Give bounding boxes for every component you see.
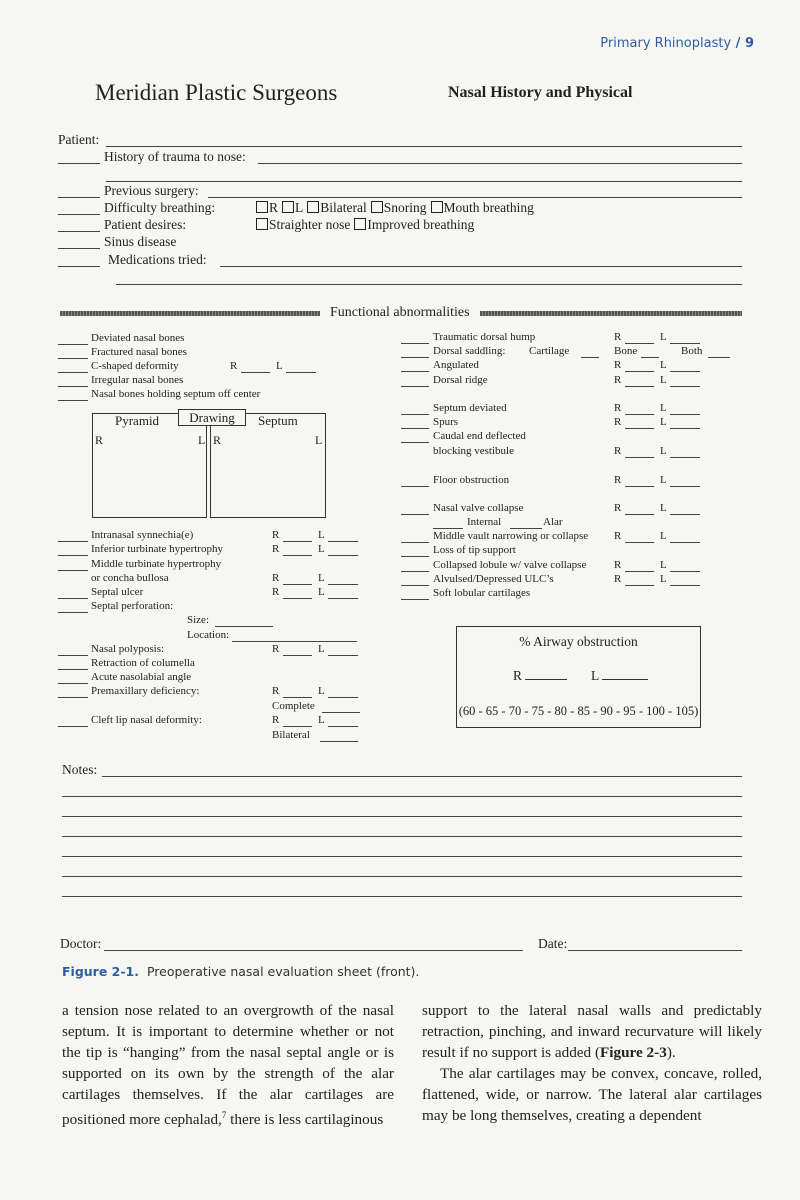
entry-blank[interactable] — [322, 712, 360, 713]
item-label: Nasal polyposis: — [91, 643, 165, 655]
entry-blank[interactable] — [283, 697, 312, 698]
checkbox-icon[interactable] — [431, 201, 443, 213]
l-label: L — [318, 685, 325, 697]
r-label: R — [614, 416, 622, 428]
l-label: L — [660, 559, 667, 571]
caption-label: Figure 2-1. — [62, 964, 139, 979]
entry-blank[interactable] — [401, 556, 429, 557]
entry-blank[interactable] — [625, 428, 654, 429]
l-label: L — [660, 530, 667, 542]
body-column-left — [62, 1000, 394, 1130]
entry-blank[interactable] — [58, 697, 88, 698]
item-label: Intranasal synnechia(e) — [91, 529, 194, 541]
entry-blank[interactable] — [401, 428, 429, 429]
surgery-label: Previous surgery: — [104, 183, 199, 198]
checkbox-icon[interactable] — [371, 201, 383, 213]
medications-line[interactable] — [220, 266, 742, 267]
pyramid-l: L — [198, 433, 206, 447]
medications-blank[interactable] — [58, 266, 100, 267]
page-number: 9 — [744, 36, 754, 51]
entry-blank[interactable] — [58, 612, 88, 613]
r-label: R — [614, 559, 622, 571]
r-label: R — [272, 685, 280, 697]
entry-blank[interactable] — [286, 372, 316, 373]
r-label: R — [272, 586, 280, 598]
item-label: Septal ulcer — [91, 586, 144, 598]
checkbox-label: Straighter nose — [269, 217, 351, 232]
both-label: Both — [681, 345, 703, 357]
notes-line[interactable] — [62, 836, 742, 837]
item-label: Floor obstruction — [433, 474, 510, 486]
doctor-label: Doctor: — [60, 936, 102, 951]
entry-blank[interactable] — [625, 457, 654, 458]
r-label: R — [614, 402, 622, 414]
entry-blank[interactable] — [670, 414, 700, 415]
running-head-sep: / — [731, 36, 745, 51]
trauma-line-2[interactable] — [106, 181, 742, 182]
patient-label: Patient: — [58, 132, 100, 147]
item-label: Soft lobular cartilages — [433, 587, 531, 599]
sinus-label: Sinus disease — [104, 234, 177, 249]
l-label: L — [318, 643, 325, 655]
figure-caption — [62, 964, 419, 979]
checkbox-label: Improved breathing — [367, 217, 475, 232]
item-label: Irregular nasal bones — [91, 374, 184, 386]
notes-line[interactable] — [102, 776, 742, 777]
checkbox-label: Bilateral — [320, 200, 367, 215]
airway-l-label: L — [591, 668, 599, 683]
checkbox-option[interactable] — [307, 200, 366, 215]
airway-title: % Airway obstruction — [519, 634, 638, 649]
airway-obstruction-box — [456, 626, 701, 728]
notes-line[interactable] — [62, 816, 742, 817]
r-label: R — [272, 543, 280, 555]
l-label: L — [318, 714, 325, 726]
checkbox-icon[interactable] — [256, 218, 268, 230]
entry-blank[interactable] — [625, 571, 654, 572]
airway-l[interactable] — [591, 668, 648, 684]
item-label: Dorsal saddling: — [433, 345, 506, 357]
difficulty-blank[interactable] — [58, 214, 100, 215]
item-label: Middle turbinate hypertrophy — [91, 558, 222, 570]
checkbox-label: Snoring — [383, 200, 427, 215]
surgery-blank[interactable] — [58, 197, 100, 198]
item-label: Acute nasolabial angle — [91, 671, 192, 683]
entry-blank[interactable] — [401, 386, 429, 387]
item-label: Deviated nasal bones — [91, 332, 185, 344]
item-label: Caudal end deflected — [433, 430, 526, 442]
caption-text: Preoperative nasal evaluation sheet (front). — [146, 964, 420, 979]
entry-blank[interactable] — [328, 697, 358, 698]
entry-blank[interactable] — [625, 414, 654, 415]
item-label: or concha bullosa — [91, 572, 169, 584]
r-label: R — [614, 474, 622, 486]
entry-blank[interactable] — [283, 655, 312, 656]
r-label: R — [272, 643, 280, 655]
entry-blank[interactable] — [625, 386, 654, 387]
entry-blank[interactable] — [670, 486, 700, 487]
checkbox-option[interactable] — [371, 200, 427, 215]
entry-blank[interactable] — [670, 343, 700, 344]
section-title: Functional abnormalities — [330, 305, 470, 320]
entry-blank[interactable] — [232, 641, 357, 642]
difficulty-label: Difficulty breathing: — [104, 200, 216, 215]
checkbox-icon[interactable] — [307, 201, 319, 213]
entry-blank[interactable] — [58, 570, 88, 571]
entry-blank[interactable] — [401, 571, 429, 572]
item-label: blocking vestibule — [433, 445, 514, 457]
entry-blank[interactable] — [625, 585, 654, 586]
septum-l: L — [315, 433, 323, 447]
notes-line[interactable] — [62, 856, 742, 857]
entry-blank[interactable] — [670, 428, 700, 429]
body-text: there is less cartilaginous — [226, 1111, 384, 1129]
item-label: Retraction of columella — [91, 657, 195, 669]
entry-blank[interactable] — [241, 372, 270, 373]
item-label: Loss of tip support — [433, 544, 516, 556]
septal-perforation-size: Size: — [187, 614, 209, 626]
entry-blank[interactable] — [58, 386, 88, 387]
item-label: Septal perforation: — [91, 600, 174, 612]
entry-blank[interactable] — [283, 598, 312, 599]
airway-r[interactable] — [513, 668, 567, 684]
trauma-blank[interactable] — [58, 163, 100, 164]
difficulty-options — [256, 200, 538, 216]
running-head-title: Primary Rhinoplasty — [600, 36, 732, 51]
trauma-line[interactable] — [258, 163, 742, 164]
entry-blank[interactable] — [401, 414, 429, 415]
r-label: R — [614, 374, 622, 386]
medications-label: Medications tried: — [108, 252, 207, 267]
entry-blank[interactable] — [433, 528, 463, 529]
l-label: L — [318, 586, 325, 598]
checkbox-option[interactable] — [354, 217, 474, 232]
entry-blank[interactable] — [625, 343, 654, 344]
notes-label: Notes: — [62, 762, 98, 777]
date-label: Date: — [538, 936, 568, 951]
item-label: Nasal bones holding septum off center — [91, 388, 261, 400]
l-label: L — [660, 331, 667, 343]
checkbox-option[interactable] — [256, 200, 278, 215]
body-text: The alar cartilages may be convex, concave, rolled, flattened, wide, or narrow. The lateral alar cartilages may be long themselves, creating a dependent — [422, 1065, 762, 1124]
form-title: Nasal History and Physical — [448, 84, 633, 101]
medications-line-2[interactable] — [116, 284, 742, 285]
l-label: L — [660, 402, 667, 414]
entry-blank[interactable] — [283, 584, 312, 585]
entry-blank[interactable] — [401, 599, 429, 600]
entry-blank[interactable] — [401, 357, 429, 358]
checkbox-option[interactable] — [256, 217, 350, 232]
bone-label: Bone — [614, 345, 638, 357]
entry-blank[interactable] — [58, 344, 88, 345]
entry-blank[interactable] — [328, 584, 358, 585]
notes-line[interactable] — [62, 896, 742, 897]
item-label: Fractured nasal bones — [91, 346, 187, 358]
entry-blank[interactable] — [58, 372, 88, 373]
l-label: L — [660, 445, 667, 457]
l-label: L — [660, 374, 667, 386]
entry-blank[interactable] — [641, 357, 659, 358]
l-label: L — [318, 572, 325, 584]
entry-blank[interactable] — [670, 571, 700, 572]
trauma-label: History of trauma to nose: — [104, 149, 246, 164]
item-label: Septum deviated — [433, 402, 507, 414]
item-label: Collapsed lobule w/ valve collapse — [433, 559, 587, 571]
entry-blank[interactable] — [58, 358, 88, 359]
entry-blank[interactable] — [283, 726, 312, 727]
entry-blank[interactable] — [320, 741, 358, 742]
item-extra-label: Complete — [272, 700, 315, 712]
entry-blank[interactable] — [670, 457, 700, 458]
item-label: Traumatic dorsal hump — [433, 331, 536, 343]
desires-blank[interactable] — [58, 231, 100, 232]
pyramid-label: Pyramid — [115, 413, 160, 428]
entry-blank[interactable] — [58, 541, 88, 542]
checkbox-icon[interactable] — [256, 201, 268, 213]
entry-blank[interactable] — [58, 400, 88, 401]
figure-reference[interactable]: Figure 2-3 — [600, 1044, 667, 1061]
entry-blank[interactable] — [625, 514, 654, 515]
doctor-line[interactable] — [104, 950, 523, 951]
item-label: C-shaped deformity — [91, 360, 179, 372]
entry-blank[interactable] — [401, 442, 429, 443]
body-column-right — [422, 1000, 762, 1126]
item-label: Nasal valve collapse — [433, 502, 524, 514]
surgery-line[interactable] — [208, 197, 742, 198]
entry-blank[interactable] — [328, 655, 358, 656]
entry-blank[interactable] — [708, 357, 730, 358]
section-divider-left — [60, 311, 320, 316]
notes-line[interactable] — [62, 876, 742, 877]
entry-blank[interactable] — [58, 655, 88, 656]
body-text: ). — [666, 1044, 676, 1061]
l-label: L — [318, 529, 325, 541]
item-label: Spurs — [433, 416, 459, 428]
internal-label: Internal — [467, 516, 502, 528]
item-label: Premaxillary deficiency: — [91, 685, 200, 697]
r-label: R — [614, 359, 622, 371]
entry-blank[interactable] — [670, 542, 700, 543]
checkbox-icon[interactable] — [354, 218, 366, 230]
entry-blank[interactable] — [401, 542, 429, 543]
checkbox-icon[interactable] — [282, 201, 294, 213]
entry-blank[interactable] — [670, 371, 700, 372]
item-label: Cleft lip nasal deformity: — [91, 714, 202, 726]
date-line[interactable] — [568, 950, 742, 951]
l-label: L — [660, 416, 667, 428]
drawing-label: Drawing — [178, 409, 246, 426]
airway-r-label: R — [513, 668, 523, 683]
checkbox-label: R — [269, 200, 279, 215]
entry-blank[interactable] — [401, 514, 429, 515]
checkbox-option[interactable] — [431, 200, 534, 215]
entry-blank[interactable] — [328, 726, 358, 727]
pyramid-r: R — [95, 433, 104, 447]
r-label: R — [272, 714, 280, 726]
checkbox-option[interactable] — [282, 200, 303, 215]
practice-name: Meridian Plastic Surgeons — [95, 80, 338, 105]
patient-line[interactable] — [106, 146, 742, 147]
item-label: Middle vault narrowing or collapse — [433, 530, 589, 542]
l-label: L — [318, 543, 325, 555]
entry-blank[interactable] — [58, 683, 88, 684]
item-extra-label: Bilateral — [272, 729, 310, 741]
r-label: R — [614, 530, 622, 542]
item-label: Alvulsed/Depressed ULC’s — [433, 573, 554, 585]
septum-r: R — [213, 433, 222, 447]
r-label: R — [614, 573, 622, 585]
entry-blank[interactable] — [58, 598, 88, 599]
entry-blank[interactable] — [670, 585, 700, 586]
r-label: R — [272, 572, 280, 584]
reference-superscript[interactable]: 7 — [221, 1110, 227, 1120]
desires-label: Patient desires: — [104, 217, 187, 232]
entry-blank[interactable] — [328, 555, 358, 556]
notes-line[interactable] — [62, 796, 742, 797]
entry-blank[interactable] — [401, 486, 429, 487]
entry-blank[interactable] — [581, 357, 599, 358]
entry-blank[interactable] — [215, 626, 273, 627]
section-divider-right — [480, 311, 742, 316]
body-text: a tension nose related to an overgrowth of the nasal septum. It is important to determine whether or not the tip is “hanging” from the nasal septal angle or is supported on its own by the strength of the alar cartilages themselves. If the alar cartilages are positioned more cephalad, — [62, 1002, 394, 1129]
l-label: L — [660, 474, 667, 486]
entry-blank[interactable] — [401, 585, 429, 586]
entry-blank[interactable] — [670, 386, 700, 387]
entry-blank[interactable] — [58, 726, 88, 727]
septal-perforation-location: Location: — [187, 629, 230, 641]
airway-scale: (60 - 65 - 70 - 75 - 80 - 85 - 90 - 95 - 100 - 105) — [458, 704, 699, 718]
entry-blank[interactable] — [283, 541, 312, 542]
desire-options — [256, 217, 478, 233]
l-label: L — [660, 502, 667, 514]
l-label: L — [276, 360, 283, 372]
entry-blank[interactable] — [401, 343, 429, 344]
checkbox-label: L — [295, 200, 304, 215]
entry-blank[interactable] — [670, 514, 700, 515]
checkbox-label: Mouth breathing — [443, 200, 534, 215]
r-label: R — [272, 529, 280, 541]
r-label: R — [614, 502, 622, 514]
entry-blank[interactable] — [625, 542, 654, 543]
entry-blank[interactable] — [625, 371, 654, 372]
item-label: Dorsal ridge — [433, 374, 488, 386]
sinus-blank[interactable] — [58, 248, 100, 249]
entry-blank[interactable] — [510, 528, 542, 529]
alar-label: Alar — [543, 516, 563, 528]
item-label: Inferior turbinate hypertrophy — [91, 543, 223, 555]
entry-blank[interactable] — [328, 598, 358, 599]
r-label: R — [614, 445, 622, 457]
body-text: support to the lateral nasal walls and predictably retraction, pinching, and inward recurvature will likely result if no support is added ( — [422, 1002, 762, 1061]
l-label: L — [660, 359, 667, 371]
running-head — [600, 36, 754, 51]
r-label: R — [230, 360, 238, 372]
item-label: Angulated — [433, 359, 479, 371]
r-label: R — [614, 331, 622, 343]
entry-blank[interactable] — [625, 486, 654, 487]
entry-blank[interactable] — [283, 555, 312, 556]
septum-label: Septum — [258, 413, 298, 428]
entry-blank[interactable] — [58, 555, 88, 556]
cartilage-label: Cartilage — [529, 345, 570, 357]
entry-blank[interactable] — [58, 669, 88, 670]
entry-blank[interactable] — [401, 371, 429, 372]
entry-blank[interactable] — [328, 541, 358, 542]
l-label: L — [660, 573, 667, 585]
